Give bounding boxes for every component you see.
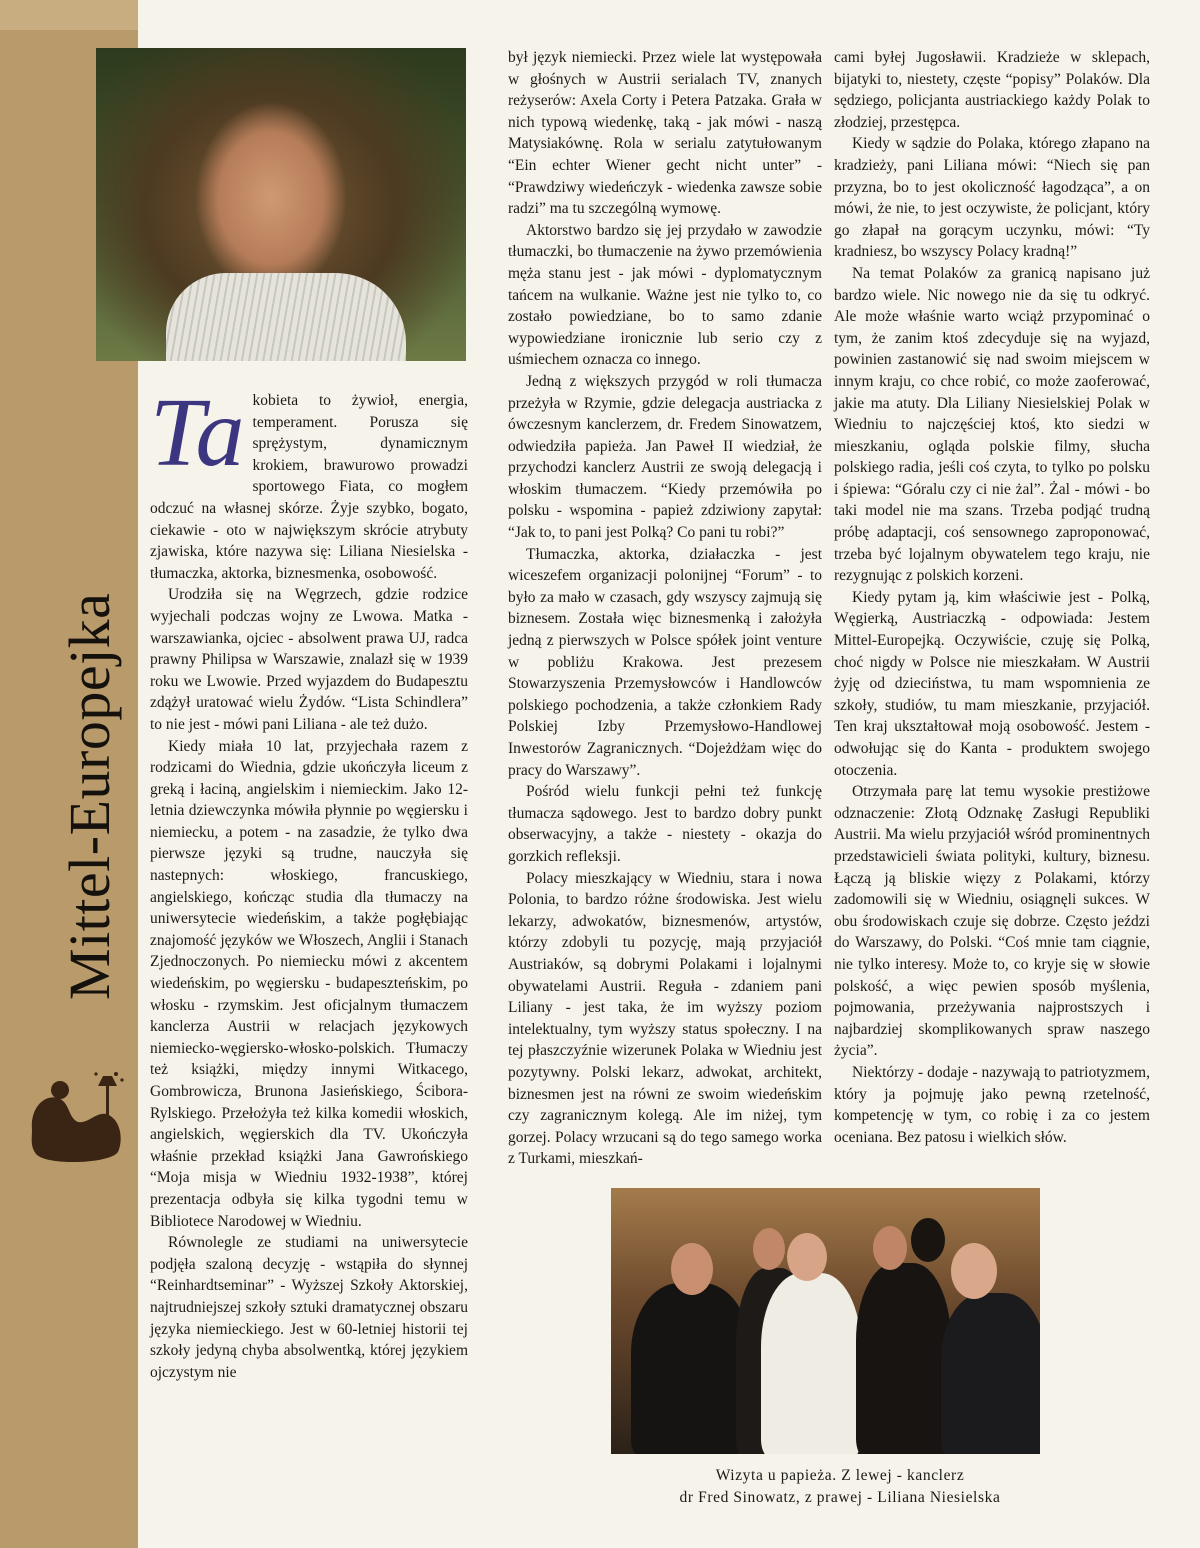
portrait-shirt [166, 273, 406, 361]
caption-line-1: Wizyta u papieża. Z lewej - kanclerz [715, 1467, 965, 1484]
figure-pope-head [787, 1233, 827, 1281]
paragraph: Równolegle ze studiami na uniwersytecie podjęła szaloną decyzję - wstąpiła do słynnej “Reinhardtseminar” - Wyższej Szkoły Aktorskiej, najtrudniejszej szkoły sztuki dramatycznej obszaru języka niemieckiego. Jest w 60-letniej historii tej szkoły jedyną chyba absolwentką, której językiem ojczystym nie [150, 1234, 468, 1381]
paragraph: Jedną z większych przygód w roli tłumacza przeżyła w Rzymie, gdzie delegacja austriacka z ówczesnym kanclerzem, dr. Fredem Sinowatzem, odwiedziła papieża. Jan Paweł II wiedział, że przychodzi kanclerz Austrii ze swoją delegacją i włoskim tłumaczem. “Kiedy przemówiła po polsku - wspomina - papież zdziwiony zapytał: “Jak to, to pani jest Polką? Co pani tu robi?” [508, 372, 822, 542]
paragraph: Polacy mieszkający w Wiedniu, stara i nowa Polonia, to bardzo różne środowiska. Jest wielu lekarzy, adwokatów, biznesmenów, artystów, którzy zdobyli tu pozycję, mają przyjaciół Austriaków, są dobrymi Polakami i lojalnymi obywatelami Austrii. Reguła - zdaniem pani Liliany - jest taka, że im wyższy poziom intelektualny, tym wyższy status społeczny. I na tej płaszczyźnie wizerunek Polaka w Wiedniu jest pozytywny. Polski lekarz, adwokat, architekt, biznesmen jest na równi ze swoim wiedeńskim czy zagranicznym kolegą. Ale im niżej, tym gorzej. Polacy wrzucani są do tego samego worka z Turkami, mieszkań- [508, 869, 822, 1168]
article-column-2 [508, 47, 822, 1170]
paragraph: Aktorstwo bardzo się jej przydało w zawodzie tłumaczki, bo tłumaczenie na żywo przemówienia męża stanu jest - jak mówi - dyplomatycznym tańcem na wulkanie. Ważne jest nie tylko to, co zostało powiedziane, bo to samo zdanie wypowiedziane ironicznie lub serio czy z uśmiechem oznacza co innego. [508, 221, 822, 369]
figure-woman [941, 1293, 1040, 1454]
paragraph: kobieta to żywioł, energia, temperament. Porusza się sprężystym, dynamicznym krokiem, brawurowo prowadzi sportowego Fiata, co mogłem odczuć na własnej skórze. Żyje szybko, bogato, ciekawie - oto w największym skrócie atrybuty zjawiska, które nazywa się: Liliana Niesielska - tłumaczka, aktorka, biznesmenka, osobowość. [150, 392, 468, 582]
figure-woman-head [951, 1243, 997, 1299]
portrait-photo [96, 48, 466, 361]
paragraph: Otrzymała parę lat temu wysokie prestiżowe odznaczenie: Złotą Odznakę Zasługi Republiki Austrii. Ma wielu przyjaciół wśród prominentnych przedstawicieli świata polityki, kultury, biznesu. Łączą ją bliskie więzy z Polakami, którzy zadomowili się w Wiedniu, osiągnęli sukces. W obu środowiskach czuje się dobrze. Często jeździ do Warszawy, do Polski. “Coś mnie tam ciągnie, nie tylko interesy. Może to, co kryje się w słowie polskość, a więc pewien sposób myślenia, pojmowania, przeżywania najprostszych i najbardziej skomplikowanych spraw naszego życia”. [834, 783, 1150, 1060]
figure-hair-head [911, 1218, 945, 1262]
papal-audience-photo [611, 1188, 1040, 1454]
figure-pope [761, 1273, 861, 1454]
photo-caption [640, 1465, 1040, 1509]
article-column-3 [834, 47, 1150, 1148]
paragraph: Urodziła się na Węgrzech, gdzie rodzice wyjechali podczas wojny ze Lwowa. Matka - warszawianka, ojciec - absolwent prawa UJ, radca prawny Philipsa w Warszawie, znalazł się w 1939 roku we Lwowie. Przed wyjazdem do Budapesztu zdążył uratować wielu Żydów. “Lista Schindlera” to nie jest - mówi pani Liliana - ale też dużo. [150, 586, 468, 733]
paragraph: Niektórzy - dodaje - nazywają to patriotyzmem, który ja pojmuję jako pewną rzetelność, kompetencję w tym, co robię i za co jestem oceniana. Bez patosu i wielkich słów. [834, 1063, 1150, 1146]
paragraph: Pośród wielu funkcji pełni też funkcję tłumacza sądowego. Jest to bardzo dobry punkt obserwacyjny, a także - niestety - okazja do gorzkich refleksji. [508, 783, 822, 865]
sidebar-title: Mittel-Europejka [57, 592, 122, 1000]
paragraph: był język niemiecki. Przez wiele lat występowała w głośnych w Austrii serialach TV, znanych reżyserów: Axela Corty i Petera Patzaka. Grała w nich typową wiedenkę, taką - jak mówi - naszą Matysiakównę. Rola w serialu zatytułowanym “Ein echter Wiener gecht nicht unter” - “Prawdziwy wiedeńczyk - wiedenka zawsze sobie radzi” ma tu szczególną wymowę. [508, 49, 822, 218]
article-column-1 [150, 379, 468, 1383]
paragraph: Kiedy miała 10 lat, przyjechała razem z rodzicami do Wiednia, gdzie ukończyła liceum z greką i łaciną, angielskim i niemieckim. Jako 12-letnia dziewczynka mówiła płynnie po węgiersku i niemiecku, a potem - na zasadzie, że tylko dwa pierwsze języki są trudne, nauczyła się nastepnych: włoskiego, francuskiego, angielskiego, kończąc studia dla tłumaczy na uniwersytecie wiedeńskim, a także pogłębiając znajomość języków we Włoszech, Anglii i Stanach Zjednoczonych. Po niemiecku mówi z akcentem wiedeńskim, po węgiersku - budapeszteńskim, po włosku - rzymskim. Jest oficjalnym tłumaczem kanclerza Austrii w relacjach językowych niemiecko-węgiersko-włosko-polskich. Tłumaczy też książki, między innymi Witkacego, Gombrowicza, Brunona Jasieńskiego, Ścibora-Rylskiego. Przełożyła też kilka komedii włoskich, angielskich, węgierskich dla TV. Ukończyła właśnie przekład książki Jana Gawrońskiego “Moja misja w Wiedniu 1932-1938”, której prezentacja odbyła się kilka tygodni temu w Bibliotece Narodowej w Wiedniu. [150, 737, 468, 1230]
paragraph: cami byłej Jugosławii. Kradzieże w sklepach, bijatyki to, niestety, częste “popisy” Polaków. Dla sędziego, policjanta austriackiego każdy Polak to złodziej, przestępca. [834, 49, 1150, 131]
figure-center-head [873, 1226, 907, 1270]
sidebar-band-top [0, 0, 138, 30]
figure-group-center [856, 1263, 951, 1454]
paragraph: Kiedy pytam ją, kim właściwie jest - Polką, Węgierką, Austriaczką - odpowiada: Jestem Mittel-Europejką. Oczywiście, czuję się Polką, choć nigdy w Polsce nie mieszkałam. W Austrii żyję od dzieciństwa, tu mam wspomnienia ze szkoły, studiów, tu mam mieszkanie, przyjaciół. Ten kraj ukształtował moją osobowość. Jestem - odwołując się do Kanta - produktem swojego otoczenia. [834, 588, 1150, 779]
paragraph: Kiedy w sądzie do Polaka, którego złapano na kradzieży, pani Liliana mówi: “Niech się pan przyzna, bo to jest okoliczność łagodząca”, a on mówi, że nie, to jest oczywiste, że policjant, który go złapał na gorącym uczynku, mówi: “Ty kradniesz, bo wszyscy Polacy kradną!” [834, 135, 1150, 261]
figure-back-head [753, 1228, 785, 1270]
drop-cap: Ta [150, 379, 245, 487]
paragraph: Na temat Polaków za granicą napisano już bardzo wiele. Nic nowego nie da się tu odkryć. Ale może właśnie warto wciąż przypominać o tym, że zanim ktoś zdecyduje się na wyjazd, powinien zastanowić się nad swoim miejscem w innym kraju, co chce robić, co może zaoferować, jakie ma atuty. Dla Liliany Niesielskiej Polak w Wiedniu to najczęściej ktoś, kto siedzi w mieszkaniu, ogląda polskie filmy, słucha polskiego radia, jeśli coś czyta, to tylko po polsku i śpiewa: “Góralu czy ci nie żal”. Żal - mówi - bo taki model nie ma szans. Trzeba podjąć trudną próbę adaptacji, coś sensownego zaproponować, trzeba być lojalnym obywatelem tego kraju, nie rezygnując z polskich korzeni. [834, 264, 1150, 585]
reader-at-lamp-emblem-icon [26, 1068, 130, 1166]
caption-line-2: dr Fred Sinowatz, z prawej - Liliana Niesielska [679, 1489, 1001, 1506]
paragraph: Tłumaczka, aktorka, działaczka - jest wiceszefem organizacji polonijnej “Forum” - to było za mało w czasach, gdy wszyscy zajmują się biznesem. Została więc biznesmenką i założyła jedną z pierwszych w Polsce spółek joint venture w pobliżu Krakowa. Jest prezesem Stowarzyszenia Przemysłowców i Handlowców polskiego pochodzenia, a także członkiem Rady Polskiej Izby Przemysłowo-Handlowej Inwestorów Zagranicznych. “Dojeżdżam więc do pracy do Warszawy”. [508, 545, 822, 779]
figure-left-man [631, 1283, 751, 1454]
figure-left-head [671, 1243, 713, 1295]
